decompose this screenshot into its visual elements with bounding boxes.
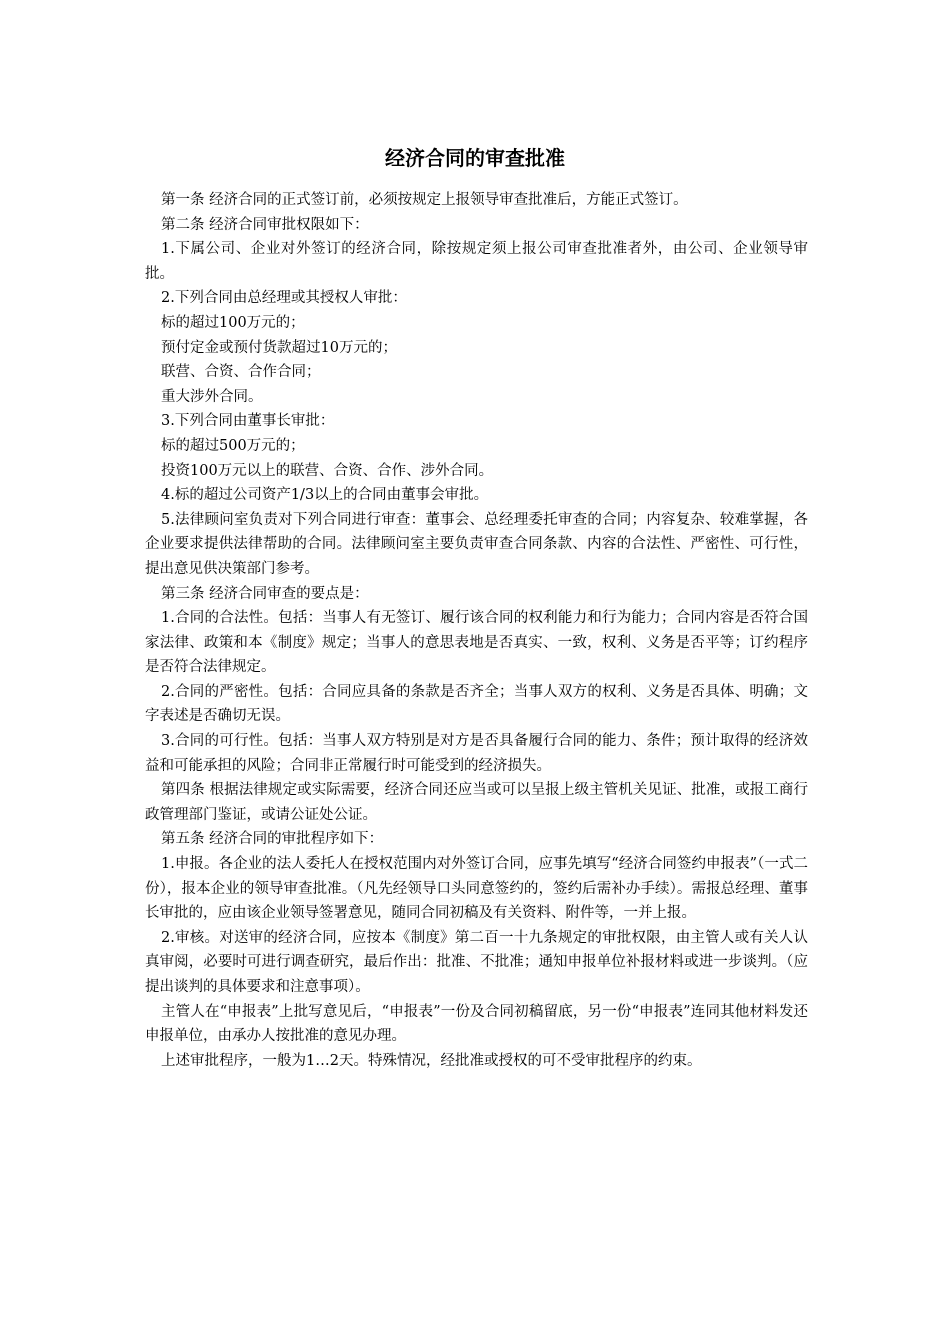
paragraph: 4.标的超过公司资产1/3以上的合同由董事会审批。 <box>161 487 489 504</box>
document-title: 经济合同的审查批准 <box>385 146 565 170</box>
paragraph: 1.申报。各企业的法人委托人在授权范围内对外签订合同，应事先填写“经济合同签约申报表”（一式二份），报本企业的领导审查批准。（凡先经领导口头同意签约的，签约后需补办手续）。需报总经理、董事长审批的，应由该企业领导签署意见，随同合同初稿及有关资料、附件等，一并上报。 <box>145 856 808 922</box>
paragraph: 第三条 经济合同审查的要点是： <box>161 585 369 602</box>
paragraph: 预付定金或预付货款超过10万元的； <box>161 339 397 356</box>
document-body <box>145 188 808 1073</box>
paragraph: 第二条 经济合同审批权限如下： <box>161 216 369 233</box>
paragraph: 1.合同的合法性。包括：当事人有无签订、履行该合同的权利能力和行为能力；合同内容是否符合国家法律、政策和本《制度》规定；当事人的意思表地是否真实、一致，权利、义务是否平等；订约程序是否符合法律规定。 <box>145 610 808 676</box>
paragraph: 2.合同的严密性。包括：合同应具备的条款是否齐全；当事人双方的权利、义务是否具体、明确；文字表述是否确切无误。 <box>145 683 808 725</box>
paragraph: 投资100万元以上的联营、合资、合作、涉外合同。 <box>161 462 494 479</box>
paragraph: 1.下属公司、企业对外签订的经济合同，除按规定须上报公司审查批准者外，由公司、企业领导审批。 <box>145 241 808 282</box>
paragraph: 主管人在“申报表”上批写意见后，“申报表”一份及合同初稿留底，另一份“申报表”连同其他材料发还申报单位，由承办人按批准的意见办理。 <box>145 1003 808 1045</box>
paragraph: 2.下列合同由总经理或其授权人审批： <box>161 290 407 307</box>
paragraph: 联营、合资、合作合同； <box>161 364 321 381</box>
paragraph: 5.法律顾问室负责对下列合同进行审查：董事会、总经理委托审查的合同；内容复杂、较难掌握，各企业要求提供法律帮助的合同。法律顾问室主要负责审查合同条款、内容的合法性、严密性、可行性，提出意见供决策部门参考。 <box>145 511 808 577</box>
paragraph: 3.下列合同由董事长审批： <box>161 413 335 430</box>
paragraph: 标的超过500万元的； <box>161 437 305 454</box>
paragraph: 上述审批程序，一般为1…2天。特殊情况，经批准或授权的可不受审批程序的约束。 <box>161 1052 702 1069</box>
paragraph: 标的超过100万元的； <box>161 314 305 331</box>
paragraph: 第四条 根据法律规定或实际需要，经济合同还应当或可以呈报上级主管机关见证、批准，或报工商行政管理部门鉴证，或请公证处公证。 <box>145 782 808 823</box>
paragraph: 第五条 经济合同的审批程序如下： <box>161 831 384 848</box>
paragraph: 第一条 经济合同的正式签订前，必须按规定上报领导审查批准后，方能正式签订。 <box>161 192 688 208</box>
paragraph: 3.合同的可行性。包括：当事人双方特别是对方是否具备履行合同的能力、条件；预计取得的经济效益和可能承担的风险；合同非正常履行时可能受到的经济损失。 <box>145 733 808 774</box>
paragraph: 2.审核。对送审的经济合同，应按本《制度》第二百一十九条规定的审批权限，由主管人或有关人认真审阅，必要时可进行调查研究，最后作出：批准、不批准；通知申报单位补报材料或进一步谈判。（应提出谈判的具体要求和注意事项）。 <box>145 929 808 995</box>
paragraph: 重大涉外合同。 <box>161 388 263 405</box>
